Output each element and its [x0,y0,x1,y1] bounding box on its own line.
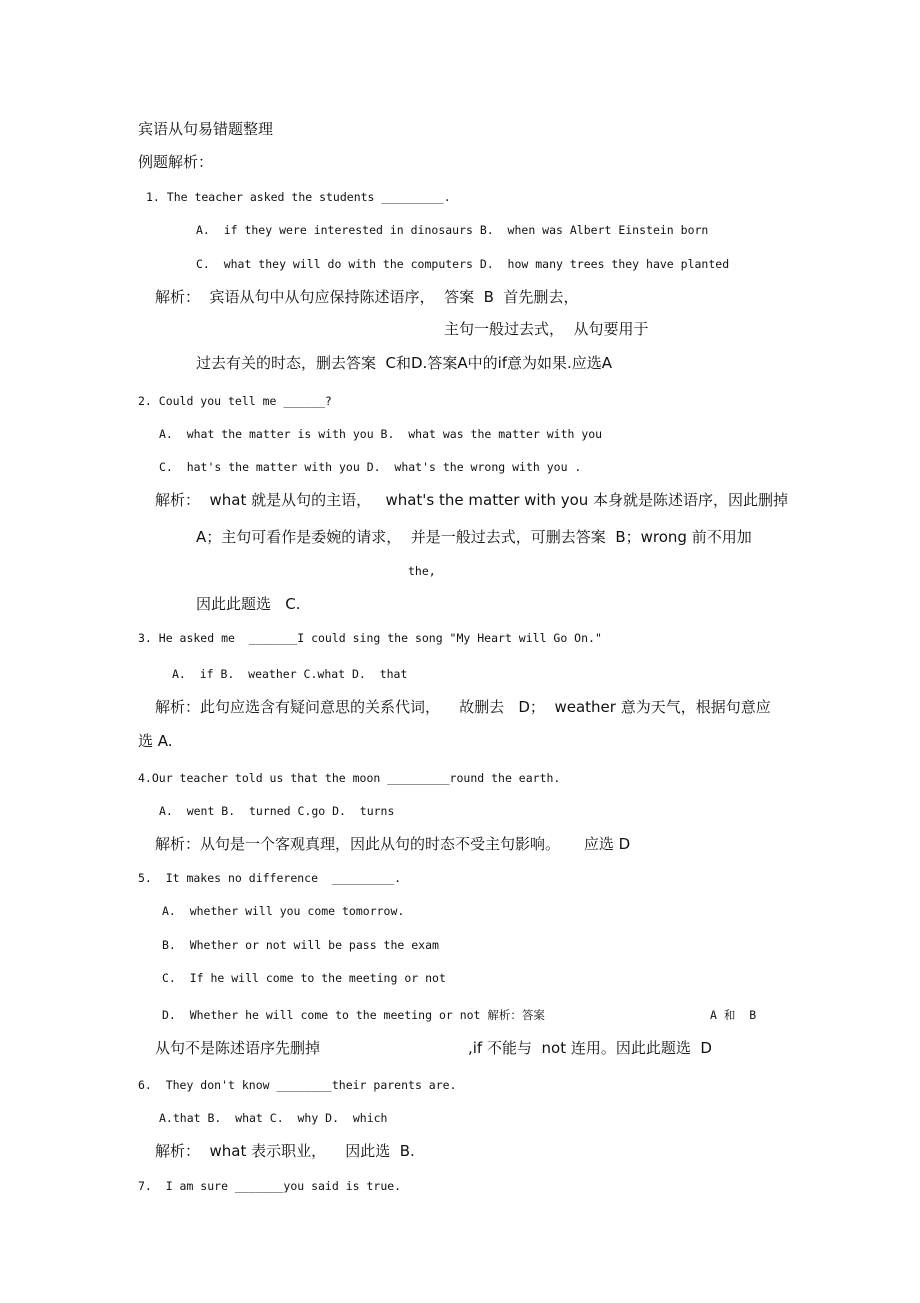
question-5-explanation-line-1: 从句不是陈述语序先删掉 [155,1039,321,1057]
question-5-option-b: B. Whether or not will be pass the exam [162,938,439,952]
question-2-explanation-line-2: A；主句可看作是委婉的请求， 并是一般过去式，可删去答案 B；wrong 前不用加 [196,528,752,546]
question-3-explanation-line-2: 选 A. [138,732,173,750]
question-5-option-d: D. Whether he will come to the meeting or not 解析：答案 [162,1008,545,1022]
question-6-stem: 6. They don't know ________their parents are. [138,1078,457,1092]
question-4-explanation-line-1: 解析：从句是一个客观真理，因此从句的时态不受主句影响。 应选 D [155,835,631,853]
question-3-options: A. if B. weather C.what D. that [172,667,408,681]
question-5-stem: 5. It makes no difference _________. [138,871,402,885]
question-2-explanation-line-4: 因此此题选 C. [196,595,301,613]
question-4-stem: 4.Our teacher told us that the moon _________round the earth. [138,771,561,785]
question-1-options-cd: C. what they will do with the computers D. how many trees they have planted [196,257,730,271]
question-1-explanation-line-3: 过去有关的时态，删去答案 C和D.答案A中的if意为如果.应选A [196,354,613,372]
question-6-explanation-line-1: 解析： what 表示职业， 因此选 B. [155,1142,415,1160]
question-7-stem: 7. I am sure _______you said is true. [138,1179,402,1193]
question-3-explanation-line-1: 解析：此句应选含有疑问意思的关系代词， 故删去 D； weather 意为天气，根据句意应 [155,698,771,716]
question-1-explanation-line-2: 主句一般过去式， 从句要用于 [444,320,649,338]
question-1-stem: 1. The teacher asked the students _________. [146,190,451,204]
question-5-option-c: C. If he will come to the meeting or not [162,971,446,985]
question-3-stem: 3. He asked me _______I could sing the song "My Heart will Go On." [138,631,602,645]
question-2-explanation-line-3: the, [408,564,436,578]
document-title: 宾语从句易错题整理 [138,120,274,138]
question-6-options: A.that B. what C. why D. which [159,1111,388,1125]
question-2-stem: 2. Could you tell me ______? [138,394,332,408]
question-4-options: A. went B. turned C.go D. turns [159,804,395,818]
section-heading: 例题解析： [138,153,214,171]
question-1-explanation-line-1: 解析： 宾语从句中从句应保持陈述语序， 答案 B 首先删去， [155,288,579,306]
question-2-options-cd: C. hat's the matter with you D. what's the wrong with you . [159,460,582,474]
question-5-explanation-line-2: ,if 不能与 not 连用。因此此题选 D [468,1039,712,1057]
question-5-option-d-tail: A 和 B [710,1008,757,1022]
question-5-option-a: A. whether will you come tomorrow. [162,904,405,918]
question-2-explanation-line-1: 解析： what 就是从句的主语， what's the matter with you 本身就是陈述语序，因此删掉 [155,491,789,509]
question-1-options-ab: A. if they were interested in dinosaurs B. when was Albert Einstein born [196,223,709,237]
question-2-options-ab: A. what the matter is with you B. what was the matter with you [159,427,603,441]
